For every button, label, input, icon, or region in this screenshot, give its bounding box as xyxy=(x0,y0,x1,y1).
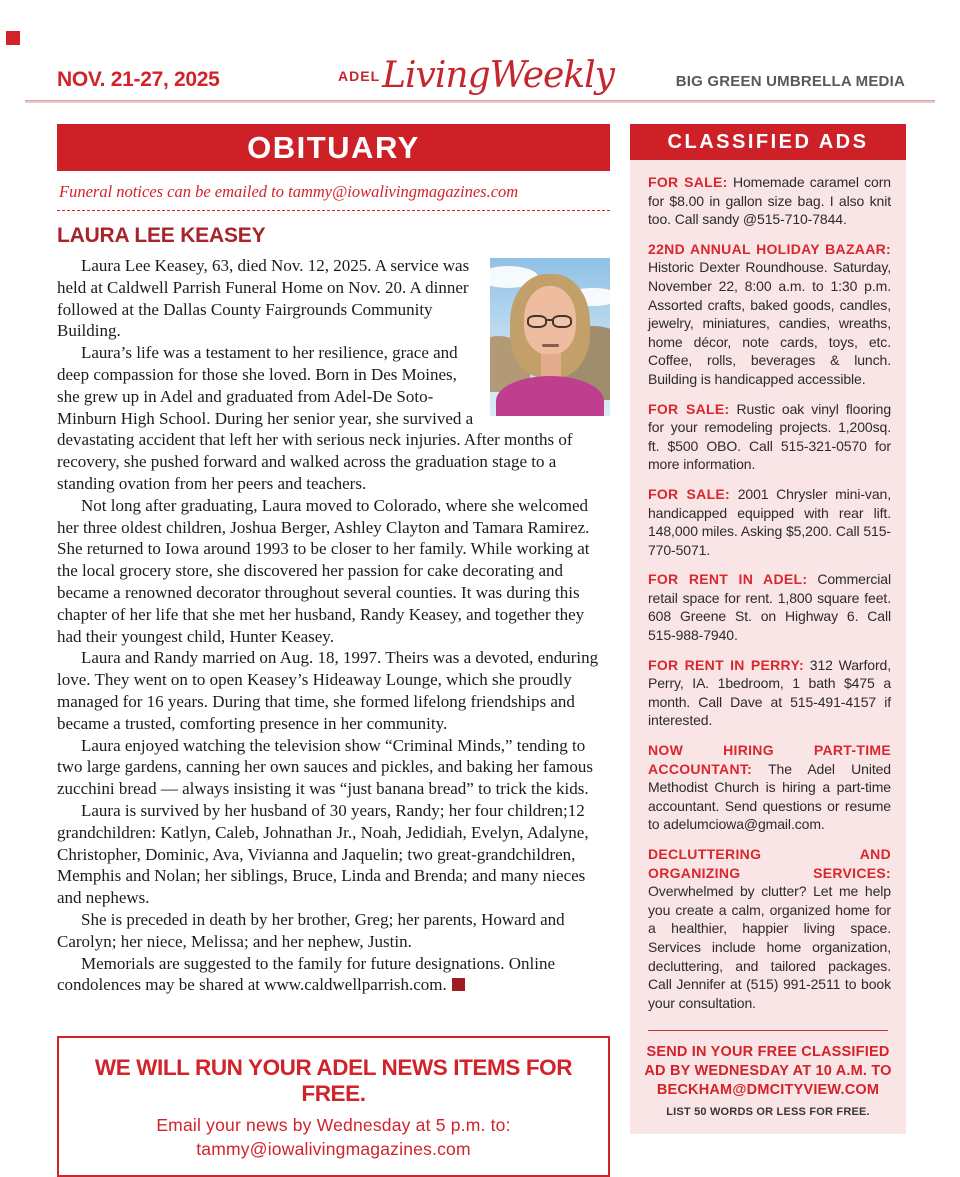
page-content xyxy=(57,124,960,1177)
publisher-name: BIG GREEN UMBRELLA MEDIA xyxy=(675,73,905,90)
footer-line: SEND IN YOUR FREE CLASSIFIED xyxy=(646,1044,890,1061)
ad-text: The Adel United Methodist Church is hiring a part-time accountant. Send questions or resume to adelumciowa@gmail.com. xyxy=(648,760,891,833)
ad-label: FOR SALE: xyxy=(648,485,731,502)
free-news-items-box xyxy=(57,1036,610,1177)
funeral-notice-line: Funeral notices can be emailed to tammy@iowalivingmagazines.com xyxy=(59,182,519,201)
photo-glasses-bridge xyxy=(546,319,553,321)
ad-label: NOW HIRING PART-TIME ACCOUNTANT: xyxy=(648,742,891,777)
ad-label: FOR SALE: xyxy=(648,400,730,417)
ad-label: FOR RENT IN PERRY: xyxy=(648,656,805,673)
classified-ad xyxy=(648,845,891,1012)
classifieds-footer-note: LIST 50 WORDS OR LESS FOR FREE. xyxy=(666,1106,870,1119)
obit-paragraph: She is preceded in death by her brother, Greg; her parents, Howard and Carolyn; her niece, Melissa; and her nephew, Justin. xyxy=(57,909,565,951)
obit-paragraph: Laura enjoyed watching the television show “Criminal Minds,” tending to two large gardens, canning her own sauces and pickles, and baking her famous zucchini bread — always insisting it was “just banana bread” to trick the kids. xyxy=(57,735,593,799)
obit-paragraph: Laura’s life was a testament to her resilience, grace and deep compassion for those she loved. Born in Des Moines, she grew up in Adel and graduated from Adel-De Soto-Minburn High School. During her senior year, she survived a devastating accident that left her with serious neck injuries. After months of recovery, she pushed forward and walked across the graduation stage to a standing ovation from her peers and teachers. xyxy=(57,343,573,493)
photo-mouth xyxy=(542,344,559,347)
page-corner-mark xyxy=(6,31,20,45)
ad-text: 2001 Chrysler mini-van, handicapped equipped with rear lift. 148,000 miles. Asking $5,200. Call 515-770-5071. xyxy=(648,485,891,558)
ad-label: DECLUTTERING AND ORGANIZING SERVICES: xyxy=(648,846,891,881)
end-of-article-mark xyxy=(452,978,465,991)
ad-text: 312 Warford, Perry, IA. 1bedroom, 1 bath $475 a month. Call Dave at 515-491-4157 if interested. xyxy=(648,656,891,729)
classified-ad xyxy=(648,400,891,474)
header-divider xyxy=(25,100,935,103)
news-box-instruction: Email your news by Wednesday at 5 p.m. to: xyxy=(156,1115,511,1136)
classifieds-footer-divider xyxy=(648,1030,888,1031)
classified-ad xyxy=(648,485,891,559)
ad-text: Homemade caramel corn for $8.00 in gallon size bag. I also knit too. Call sandy @515-710-7844. xyxy=(648,174,891,228)
footer-line: AD BY WEDNESDAY AT 10 A.M. TO xyxy=(644,1063,892,1080)
page-header xyxy=(0,0,960,96)
classified-ad xyxy=(648,656,891,730)
obit-paragraph: Laura Lee Keasey, 63, died Nov. 12, 2025. A service was held at Caldwell Parrish Funeral Home on Nov. 20. A dinner followed at the Dallas County Fairgrounds Community Building. xyxy=(57,256,470,341)
footer-line: BECKHAM@DMCITYVIEW.COM xyxy=(656,1082,880,1099)
news-box-email: tammy@iowalivingmagazines.com xyxy=(196,1139,471,1160)
portrait-photo xyxy=(490,258,610,416)
ad-text: Historic Dexter Roundhouse. Saturday, November 22, 8:00 a.m. to 1:30 p.m. Assorted crafts, baked goods, candles, jewelry, miniatures, candies, wreaths, home décor, note cards, toys, etc. Coffee, rolls, beverages & lunch. Building is handicapped accessible. xyxy=(648,259,891,387)
classified-ad xyxy=(648,570,891,644)
classifieds-section-banner: CLASSIFIED ADS xyxy=(630,124,906,160)
obit-paragraph: Laura and Randy married on Aug. 18, 1997. Theirs was a devoted, enduring love. They went on to open Keasey’s Hideaway Lounge, which she proudly managed for 16 years. During that time, she formed lifelong friendships and became a trusted, comforting presence in her community. xyxy=(57,648,599,733)
classified-ad xyxy=(648,741,891,834)
classifieds-footer xyxy=(630,1043,906,1100)
logo-script-text: LivingWeekly xyxy=(382,55,614,96)
obituary-name-heading: LAURA LEE KEASEY xyxy=(57,224,266,247)
obit-paragraph: Laura is survived by her husband of 30 years, Randy; her four children;12 grandchildren: Katlyn, Caleb, Johnathan Jr., Noah, Jedidiah, Evelyn, Adalyne, Christopher, Dominic, Ava, Vivianna and Jaquelin; two great-grandchildren, Memphis and Nolan; her siblings, Bruce, Linda and Brenda; and many nieces and nephews. xyxy=(57,800,589,908)
photo-glasses-lens xyxy=(527,315,547,328)
classified-ad xyxy=(648,173,891,229)
publication-logo xyxy=(277,55,675,96)
obituary-article xyxy=(57,255,610,996)
ad-text: Commercial retail space for rent. 1,800 square feet. 608 Greene St. on Highway 6. Call 515-988-7940. xyxy=(648,571,891,644)
logo-adel-text: ADEL xyxy=(338,68,381,84)
obit-paragraph xyxy=(57,953,610,997)
obit-paragraph-text: Memorials are suggested to the family for future designations. Online condolences may be shared at www.caldwellparrish.com. xyxy=(57,953,555,995)
issue-date: NOV. 21-27, 2025 xyxy=(57,68,220,91)
photo-glasses-lens xyxy=(552,315,572,328)
classified-ad xyxy=(648,240,891,389)
classifieds-column xyxy=(630,124,906,1134)
ad-label: FOR SALE: xyxy=(648,174,728,190)
news-box-title: WE WILL RUN YOUR ADEL NEWS ITEMS FOR FREE. xyxy=(94,1055,573,1107)
obituary-column xyxy=(57,124,610,1177)
ad-label: 22ND ANNUAL HOLIDAY BAZAAR: xyxy=(648,240,891,257)
obituary-section-banner: OBITUARY xyxy=(57,124,610,171)
dashed-divider xyxy=(57,210,610,211)
ad-label: FOR RENT IN ADEL: xyxy=(648,571,808,588)
obit-paragraph: Not long after graduating, Laura moved to Colorado, where she welcomed her three oldest children, Joshua Berger, Ashley Clayton and Tamara Ramirez. She returned to Iowa around 1993 to be closer to her family. While working at the local grocery store, she discovered her passion for cake decorating and became a renowned decorator throughout several counties. It was during this chapter of her life that she met her husband, Randy Keasey, and together they had their youngest child, Hunter Keasey. xyxy=(57,495,590,646)
ad-text: Rustic oak vinyl flooring for your remodeling projects. 1,200sq. ft. $500 OBO. Call 515-321-0570 for more information. xyxy=(648,400,891,473)
classified-ads-list xyxy=(630,160,906,1027)
ad-text: Overwhelmed by clutter? Let me help you create a calm, organized home for a healthier, happier living space. Services include home organization, decluttering, and tailored packages. Call Jennifer at (515) 991-2511 to book your consultation. xyxy=(648,883,891,1011)
